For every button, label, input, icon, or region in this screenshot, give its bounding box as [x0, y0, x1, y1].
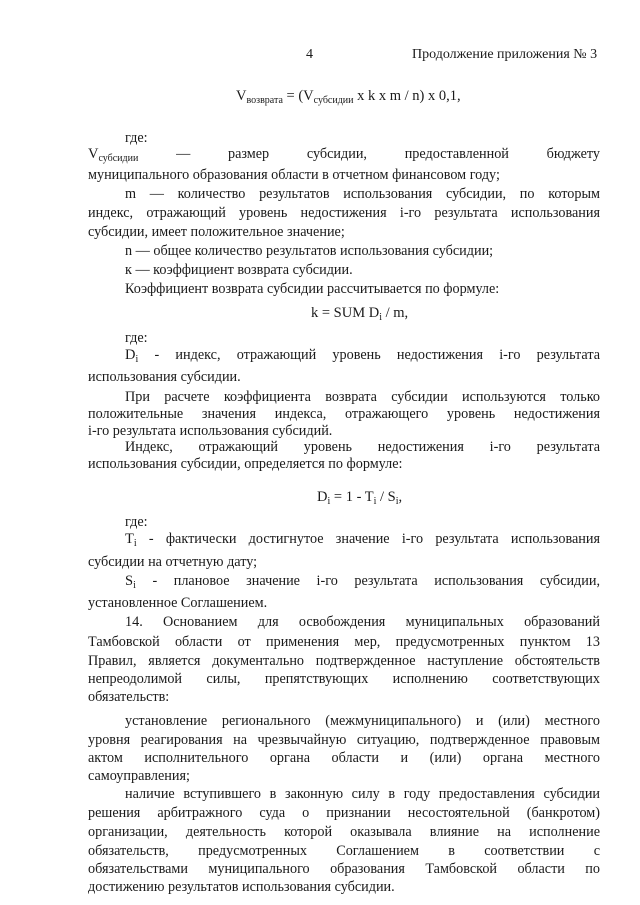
text-line: наличие вступившего в законную силу в году предоставления субсидии	[125, 786, 600, 802]
d-symbol: D	[125, 347, 136, 363]
text-line: установленное Соглашением.	[88, 595, 268, 611]
text-line: Правил, является документально подтвержденное наступление обстоятельств	[88, 653, 600, 669]
text-line: достижению результатов использования субсидии.	[88, 879, 395, 895]
formula-subscript: субсидии	[313, 95, 354, 106]
formula-part: = (V	[282, 88, 314, 104]
text-line: обязательствами муниципального образования Тамбовской области по	[88, 861, 600, 877]
text-line: обязательств:	[88, 689, 170, 705]
text-line: использования субсидии, определяется по формуле:	[88, 456, 403, 472]
text-line: положительные значения индекса, отражающего уровень недостижения	[88, 406, 600, 422]
word: субсидии,	[306, 146, 367, 162]
text-line: установление регионального (межмуниципального) и (или) местного	[125, 713, 600, 729]
formula-symbol: V	[236, 88, 247, 104]
text-line: m — количество результатов использования субсидии, по которым	[125, 186, 600, 202]
formula-part: D	[317, 489, 328, 505]
formula-refund-volume	[236, 88, 461, 106]
formula-part: k = SUM D	[311, 305, 380, 321]
formula-part: / S	[376, 489, 396, 505]
text-line: субсидии на отчетную дату;	[88, 554, 258, 570]
text-line: Тамбовской области от применения мер, предусмотренных пунктом 13	[88, 634, 600, 650]
s-definition-line	[125, 573, 600, 594]
word: бюджету	[546, 146, 600, 162]
s-subscript: i	[133, 580, 136, 591]
text-line: i-го результата использования субсидий.	[88, 423, 333, 439]
v-symbol: $V_{субсидии}$	[88, 146, 139, 164]
formula-part: x k x m / n) x 0,1,	[353, 88, 461, 104]
dash: —	[176, 146, 191, 162]
page-number: 4	[306, 47, 313, 62]
v-definition-line	[88, 146, 600, 167]
text-line: Коэффициент возврата субсидии рассчитывается по формуле:	[125, 281, 500, 297]
t-symbol: T	[125, 531, 134, 547]
where-label: где:	[125, 330, 148, 346]
formula-subscript: возврата	[246, 95, 283, 106]
text-line: решения арбитражного суда о признании несостоятельной (банкротом)	[88, 805, 600, 821]
d-subscript: i	[135, 354, 139, 365]
text-line: Индекс, отражающий уровень недостижения i-го результата	[125, 439, 600, 455]
formula-part: / m,	[381, 305, 409, 321]
where-label: где:	[125, 514, 148, 530]
s-symbol: S	[125, 573, 134, 589]
formula-coefficient	[311, 305, 408, 323]
text-line: организации, деятельность которой оказывала влияние на исполнение	[88, 824, 600, 840]
text-line: самоуправления;	[88, 768, 190, 784]
text: - плановое значение i-го результата использования субсидии,	[135, 573, 600, 589]
text-line: актом исполнительного органа области и (или) органа местного	[88, 750, 600, 766]
formula-subscript: i	[395, 496, 399, 507]
text: - индекс, отражающий уровень недостижения i-го результата	[138, 347, 600, 363]
formula-subscript: i	[327, 496, 331, 507]
text-line: к — коэффициент возврата субсидии.	[125, 262, 353, 278]
text-line: индекс, отражающий уровень недостижения i-го результата использования	[88, 205, 600, 221]
formula-index	[317, 489, 402, 507]
text-line: При расчете коэффициента возврата субсидии используются только	[125, 389, 600, 405]
formula-subscript: i	[379, 312, 382, 323]
t-definition-line	[125, 531, 600, 552]
text-line: субсидии, имеет положительное значение;	[88, 224, 345, 240]
continuation-note: Продолжение приложения № 3	[412, 47, 598, 62]
text: - фактически достигнутое значение i-го результата использования	[136, 531, 600, 547]
formula-subscript: i	[373, 496, 377, 507]
word: размер	[227, 146, 270, 162]
formula-part: = 1 - T	[330, 489, 374, 505]
d-definition-line	[125, 347, 600, 368]
where-label: где:	[125, 130, 148, 146]
formula-part: ,	[398, 489, 403, 505]
text-line: n — общее количество результатов использования субсидии;	[125, 243, 494, 259]
text-line: муниципального образования области в отчетном финансовом году;	[88, 167, 500, 183]
text-line: использования субсидии.	[88, 369, 241, 385]
paragraph-14-line: 14. Основанием для освобождения муниципальных образований	[125, 614, 600, 630]
text-line: обязательств, предусмотренных Соглашением в соответствии с	[88, 843, 600, 859]
t-subscript: i	[133, 538, 137, 549]
text-line: уровня реагирования на чрезвычайную ситуацию, подтвержденное правовым	[88, 732, 600, 748]
text-line: непреодолимой силы, препятствующих исполнению соответствующих	[88, 671, 600, 687]
word: предоставленной	[404, 146, 509, 162]
